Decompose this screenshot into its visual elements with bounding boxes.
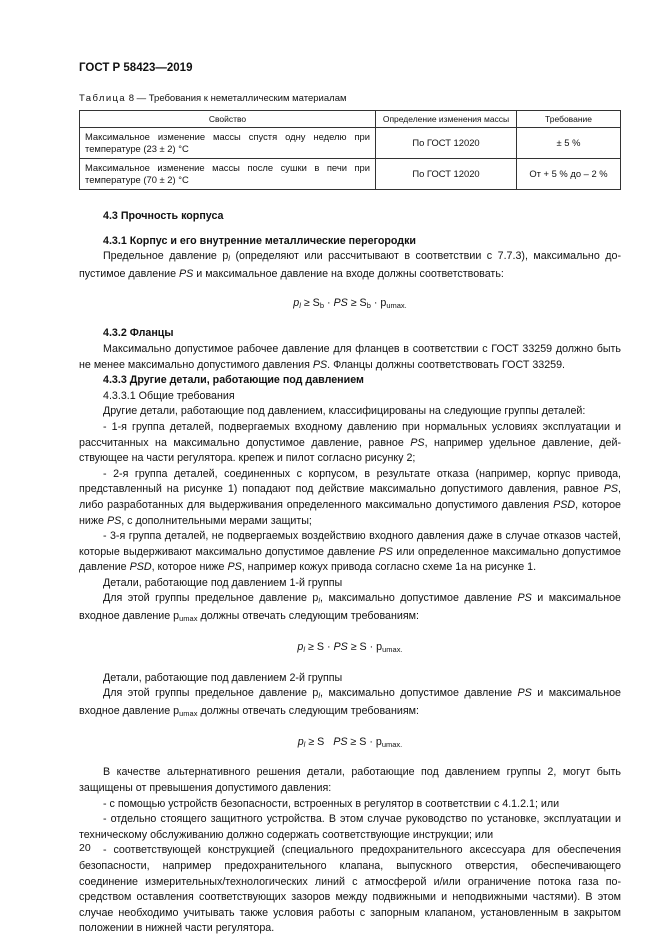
caption-prefix: Таблица (79, 93, 127, 104)
table-header-row (80, 111, 621, 128)
subsubsection-heading: 4.3.3.1 Общие требования (103, 389, 235, 402)
paragraph: Другие детали, работающие под давлением, классифицированы на следующие группы деталей: (103, 405, 586, 418)
paragraph: Максимально допустимое рабочее давление для фланцев в соответствии с ГОСТ 33259 должно быть не менее максимально допустимого давления PS. Фланцы должны соответствовать ГОСТ 33259. (79, 342, 621, 371)
page-number: 20 (79, 842, 91, 854)
table-caption (79, 93, 347, 104)
table-row (80, 159, 621, 190)
list-item: - 2-я группа деталей, соединенных с корпусом, в результате отказа (например, корпус привода, представленный на рисунке 1) попадают под действие максимально допустимого давления, равное PS, либо разработанных для выдерживания определенного максимально допустимого давления PSD, которое ниже PS, с дополнительными мерами защиты; (79, 467, 621, 527)
document-header: ГОСТ Р 58423—2019 (79, 62, 193, 74)
paragraph: Детали, работающие под давлением 1-й группы (103, 576, 343, 589)
formula: $p_l \ge S$ · PS ≥ $S \cdot p_{umax.}$ (297, 640, 403, 654)
paragraph: Для этой группы предельное давление $p_l$, максимально допустимое давление PS и максимальное входное давление $p_{umax}$ должны отвечать следующим требованиям: (79, 687, 621, 718)
col-header-requirement: Требование (517, 111, 621, 128)
list-item: - с помощью устройств безопасности, встроенных в регулятор в соответствии с 4.1.2.1; или (103, 797, 560, 810)
table-row (80, 128, 621, 159)
section-heading: 4.3 Прочность корпуса (103, 210, 224, 222)
table-cell: ± 5 % (517, 128, 621, 159)
paragraph: Предельное давление $p_l$ (определяют или рассчитывают в соответствии с 7.7.3), максимально допустимое давление PS и максимальное давление на входе должны соответствовать: (79, 250, 621, 280)
document-body (79, 209, 621, 937)
table-cell: По ГОСТ 12020 (376, 159, 517, 190)
table-cell: От + 5 % до – 2 % (517, 159, 621, 190)
table-cell: Максимальное изменение массы после сушки в печи при температуре (70 ± 2) °C (80, 159, 376, 190)
table-cell: Максимальное изменение массы спустя одну неделю при температуре (23 ± 2) °C (80, 128, 376, 159)
list-item: - отдельно стоящего защитного устройства. В этом случае руководство по установке, эксплуатации и техническому обслуживанию должно содержать соответствующие инструкции; или (79, 813, 621, 841)
table-cell: По ГОСТ 12020 (376, 128, 517, 159)
col-header-property: Свойство (80, 111, 376, 128)
subsection-heading: 4.3.3 Другие детали, работающие под давлением (103, 374, 364, 387)
subsection-heading: 4.3.1 Корпус и его внутренние металлические перегородки (103, 234, 417, 247)
col-header-method: Определение изменения массы (376, 111, 517, 128)
list-item: - соответствующей конструкцией (специального предохранительного аксессуара для обеспечения безопасности, например предохранительного клапана, выпускного отверстия, обеспечивающего соединение измерительных/технологических линий с атмосферой и/или ограничение потока газа посредством оставления соответствующих зазоров между подвижными и неподвижными частями). В этом случае необходимо учитывать также условия работы с запорным клапаном, установленным в закрытом положении в нижней части регулятора. (79, 844, 621, 935)
formula: $p_l \ge S_b$ · PS ≥ $S_b \cdot p_{umax.}$ (293, 296, 407, 310)
caption-text: 8 — Требования к неметаллическим материалам (126, 93, 347, 104)
paragraph: В качестве альтернативного решения детали, работающие под давлением группы 2, могут быть защищены от превышения допустимого давления: (79, 766, 621, 795)
list-item: - 3-я группа деталей, не подвергаемых воздействию входного давления даже в случае отказов частей, которые выдерживают максимально допустимое давление PS или определенное максимально допустимое давление PSD, которое ниже PS, например кожух привода согласно схеме 1а на рисунке 1. (79, 530, 621, 574)
paragraph: Детали, работающие под давлением 2-й группы (103, 671, 343, 684)
paragraph: Для этой группы предельное давление $p_l$, максимально допустимое давление PS и максимальное входное давление $p_{umax}$ должны отвечать следующим требованиям: (79, 592, 621, 624)
requirements-table (79, 110, 621, 190)
formula: $p_l \ge S$ PS ≥ $S \cdot p_{umax.}$ (297, 735, 403, 749)
subsection-heading: 4.3.2 Фланцы (103, 327, 174, 340)
list-item: - 1-я группа деталей, подвергаемых входному давлению при нормальных условиях эксплуатации и рассчитанных на максимально допустимое давление, равное PS, например удельное давление, действующее на части регулятора. крепеж и пилот согласно рисунку 2; (79, 420, 622, 465)
